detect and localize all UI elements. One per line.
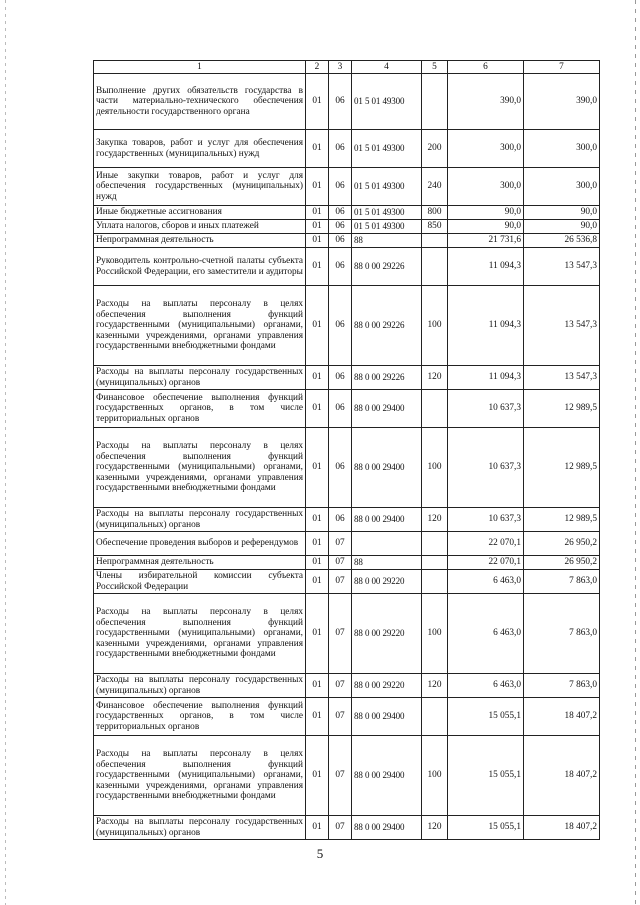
subsection-code: 07 — [329, 556, 352, 570]
subsection-code: 07 — [329, 698, 352, 736]
section-code: 01 — [306, 674, 329, 698]
subsection-code: 07 — [329, 816, 352, 840]
expense-type-code: 240 — [422, 168, 448, 206]
expense-type-code: 100 — [422, 736, 448, 816]
expense-type-code: 120 — [422, 816, 448, 840]
subsection-code: 07 — [329, 674, 352, 698]
target-article-code: 88 0 00 29220 — [352, 674, 422, 698]
section-code: 01 — [306, 816, 329, 840]
header-cell: 4 — [352, 61, 422, 74]
row-description: Расходы на выплаты персоналу государственных (муниципальных) органов — [94, 366, 306, 390]
expense-type-code — [422, 234, 448, 248]
amount-year-2: 26 536,8 — [524, 234, 600, 248]
row-description: Расходы на выплаты персоналу в целях обеспечения выполнения функций государственными (муниципальными) органами, казенными учреждениями, органами управления государственными внебюджетными фондами — [94, 736, 306, 816]
section-code: 01 — [306, 556, 329, 570]
row-description: Уплата налогов, сборов и иных платежей — [94, 220, 306, 234]
table-row — [94, 594, 600, 674]
table-row — [94, 74, 600, 130]
amount-year-2: 390,0 — [524, 74, 600, 130]
section-code: 01 — [306, 168, 329, 206]
amount-year-1: 10 637,3 — [448, 508, 524, 532]
table-row — [94, 234, 600, 248]
expense-type-code: 120 — [422, 366, 448, 390]
amount-year-1: 6 463,0 — [448, 594, 524, 674]
subsection-code: 06 — [329, 168, 352, 206]
amount-year-1: 15 055,1 — [448, 736, 524, 816]
table-row — [94, 366, 600, 390]
expense-type-code: 120 — [422, 674, 448, 698]
target-article-code: 01 5 01 49300 — [352, 168, 422, 206]
page-number: 5 — [316, 846, 324, 861]
table-row — [94, 698, 600, 736]
header-cell: 5 — [422, 61, 448, 74]
row-description: Расходы на выплаты персоналу в целях обеспечения выполнения функций государственными (муниципальными) органами, казенными учреждениями, органами управления государственными внебюджетными фондами — [94, 594, 306, 674]
section-code: 01 — [306, 74, 329, 130]
expense-type-code: 800 — [422, 206, 448, 220]
amount-year-2: 13 547,3 — [524, 366, 600, 390]
table-row — [94, 508, 600, 532]
amount-year-2: 26 950,2 — [524, 532, 600, 556]
row-description: Иные закупки товаров, работ и услуг для обеспечения государственных (муниципальных) нужд — [94, 168, 306, 206]
subsection-code: 06 — [329, 508, 352, 532]
row-description: Финансовое обеспечение выполнения функций государственных органов, в том числе территориальных органов — [94, 698, 306, 736]
table-header-row — [94, 61, 600, 74]
target-article-code — [352, 532, 422, 556]
target-article-code: 01 5 01 49300 — [352, 206, 422, 220]
target-article-code: 88 — [352, 556, 422, 570]
expense-type-code — [422, 570, 448, 594]
target-article-code: 88 0 00 29400 — [352, 428, 422, 508]
table-row — [94, 206, 600, 220]
target-article-code: 88 0 00 29226 — [352, 248, 422, 286]
table-row — [94, 570, 600, 594]
subsection-code: 07 — [329, 532, 352, 556]
amount-year-2: 18 407,2 — [524, 736, 600, 816]
amount-year-1: 6 463,0 — [448, 570, 524, 594]
subsection-code: 07 — [329, 570, 352, 594]
expense-type-code — [422, 74, 448, 130]
target-article-code: 88 0 00 29226 — [352, 366, 422, 390]
row-description: Руководитель контрольно-счетной палаты субъекта Российской Федерации, его заместители и аудиторы — [94, 248, 306, 286]
amount-year-2: 18 407,2 — [524, 698, 600, 736]
subsection-code: 06 — [329, 248, 352, 286]
amount-year-1: 15 055,1 — [448, 816, 524, 840]
amount-year-1: 390,0 — [448, 74, 524, 130]
section-code: 01 — [306, 594, 329, 674]
amount-year-2: 90,0 — [524, 206, 600, 220]
row-description: Непрограммная деятельность — [94, 234, 306, 248]
table-body — [94, 74, 600, 840]
table-row — [94, 556, 600, 570]
section-code: 01 — [306, 570, 329, 594]
subsection-code: 06 — [329, 74, 352, 130]
row-description: Расходы на выплаты персоналу государственных (муниципальных) органов — [94, 508, 306, 532]
section-code: 01 — [306, 286, 329, 366]
amount-year-2: 12 989,5 — [524, 508, 600, 532]
target-article-code: 88 0 00 29226 — [352, 286, 422, 366]
header-cell: 2 — [306, 61, 329, 74]
subsection-code: 06 — [329, 428, 352, 508]
row-description: Выполнение других обязательств государства в части материально-технического обеспечения деятельности государственного органа — [94, 74, 306, 130]
table-row — [94, 168, 600, 206]
section-code: 01 — [306, 390, 329, 428]
amount-year-1: 11 094,3 — [448, 248, 524, 286]
amount-year-1: 90,0 — [448, 220, 524, 234]
amount-year-1: 6 463,0 — [448, 674, 524, 698]
amount-year-2: 12 989,5 — [524, 428, 600, 508]
section-code: 01 — [306, 234, 329, 248]
expense-type-code — [422, 532, 448, 556]
amount-year-1: 22 070,1 — [448, 532, 524, 556]
target-article-code: 88 0 00 29400 — [352, 816, 422, 840]
amount-year-2: 18 407,2 — [524, 816, 600, 840]
amount-year-2: 12 989,5 — [524, 390, 600, 428]
amount-year-2: 7 863,0 — [524, 674, 600, 698]
amount-year-2: 300,0 — [524, 130, 600, 168]
expense-type-code — [422, 556, 448, 570]
row-description: Расходы на выплаты персоналу в целях обеспечения выполнения функций государственными (муниципальными) органами, казенными учреждениями, органами управления государственными внебюджетными фондами — [94, 428, 306, 508]
amount-year-1: 11 094,3 — [448, 366, 524, 390]
budget-table — [93, 60, 600, 840]
table-row — [94, 286, 600, 366]
scan-edge-right — [635, 0, 636, 905]
subsection-code: 07 — [329, 594, 352, 674]
amount-year-1: 300,0 — [448, 130, 524, 168]
amount-year-2: 300,0 — [524, 168, 600, 206]
target-article-code: 88 — [352, 234, 422, 248]
header-cell: 7 — [524, 61, 600, 74]
table-row — [94, 428, 600, 508]
subsection-code: 06 — [329, 220, 352, 234]
target-article-code: 01 5 01 49300 — [352, 74, 422, 130]
subsection-code: 06 — [329, 130, 352, 168]
table-row — [94, 130, 600, 168]
target-article-code: 01 5 01 49300 — [352, 220, 422, 234]
expense-type-code: 120 — [422, 508, 448, 532]
section-code: 01 — [306, 248, 329, 286]
subsection-code: 06 — [329, 206, 352, 220]
subsection-code: 06 — [329, 390, 352, 428]
expense-type-code: 100 — [422, 594, 448, 674]
table-row — [94, 674, 600, 698]
subsection-code: 07 — [329, 736, 352, 816]
table-row — [94, 736, 600, 816]
target-article-code: 01 5 01 49300 — [352, 130, 422, 168]
subsection-code: 06 — [329, 366, 352, 390]
target-article-code: 88 0 00 29220 — [352, 594, 422, 674]
target-article-code: 88 0 00 29400 — [352, 508, 422, 532]
header-cell: 3 — [329, 61, 352, 74]
expense-type-code: 100 — [422, 286, 448, 366]
row-description: Расходы на выплаты персоналу в целях обеспечения выполнения функций государственными (муниципальными) органами, казенными учреждениями, органами управления государственными внебюджетными фондами — [94, 286, 306, 366]
table-row — [94, 816, 600, 840]
row-description: Закупка товаров, работ и услуг для обеспечения государственных (муниципальных) нужд — [94, 130, 306, 168]
section-code: 01 — [306, 366, 329, 390]
row-description: Члены избирательной комиссии субъекта Российской Федерации — [94, 570, 306, 594]
section-code: 01 — [306, 508, 329, 532]
subsection-code: 06 — [329, 234, 352, 248]
row-description: Расходы на выплаты персоналу государственных (муниципальных) органов — [94, 674, 306, 698]
amount-year-1: 90,0 — [448, 206, 524, 220]
amount-year-2: 13 547,3 — [524, 286, 600, 366]
subsection-code: 06 — [329, 286, 352, 366]
amount-year-2: 26 950,2 — [524, 556, 600, 570]
target-article-code: 88 0 00 29400 — [352, 698, 422, 736]
section-code: 01 — [306, 698, 329, 736]
amount-year-2: 13 547,3 — [524, 248, 600, 286]
amount-year-1: 10 637,3 — [448, 428, 524, 508]
scan-edge-left — [5, 0, 6, 905]
amount-year-1: 22 070,1 — [448, 556, 524, 570]
expense-type-code — [422, 390, 448, 428]
header-cell: 6 — [448, 61, 524, 74]
target-article-code: 88 0 00 29400 — [352, 736, 422, 816]
expense-type-code — [422, 698, 448, 736]
target-article-code: 88 0 00 29220 — [352, 570, 422, 594]
section-code: 01 — [306, 220, 329, 234]
table-row — [94, 248, 600, 286]
expense-type-code — [422, 248, 448, 286]
amount-year-1: 300,0 — [448, 168, 524, 206]
row-description: Расходы на выплаты персоналу государственных (муниципальных) органов — [94, 816, 306, 840]
row-description: Иные бюджетные ассигнования — [94, 206, 306, 220]
expense-type-code: 200 — [422, 130, 448, 168]
section-code: 01 — [306, 130, 329, 168]
header-cell: 1 — [94, 61, 306, 74]
row-description: Финансовое обеспечение выполнения функций государственных органов, в том числе территориальных органов — [94, 390, 306, 428]
amount-year-1: 10 637,3 — [448, 390, 524, 428]
amount-year-1: 21 731,6 — [448, 234, 524, 248]
amount-year-1: 11 094,3 — [448, 286, 524, 366]
amount-year-2: 90,0 — [524, 220, 600, 234]
table-row — [94, 390, 600, 428]
expense-type-code: 850 — [422, 220, 448, 234]
section-code: 01 — [306, 736, 329, 816]
amount-year-1: 15 055,1 — [448, 698, 524, 736]
amount-year-2: 7 863,0 — [524, 570, 600, 594]
table-row — [94, 532, 600, 556]
amount-year-2: 7 863,0 — [524, 594, 600, 674]
target-article-code: 88 0 00 29400 — [352, 390, 422, 428]
row-description: Непрограммная деятельность — [94, 556, 306, 570]
section-code: 01 — [306, 428, 329, 508]
section-code: 01 — [306, 206, 329, 220]
row-description: Обеспечение проведения выборов и референдумов — [94, 532, 306, 556]
table-row — [94, 220, 600, 234]
section-code: 01 — [306, 532, 329, 556]
expense-type-code: 100 — [422, 428, 448, 508]
